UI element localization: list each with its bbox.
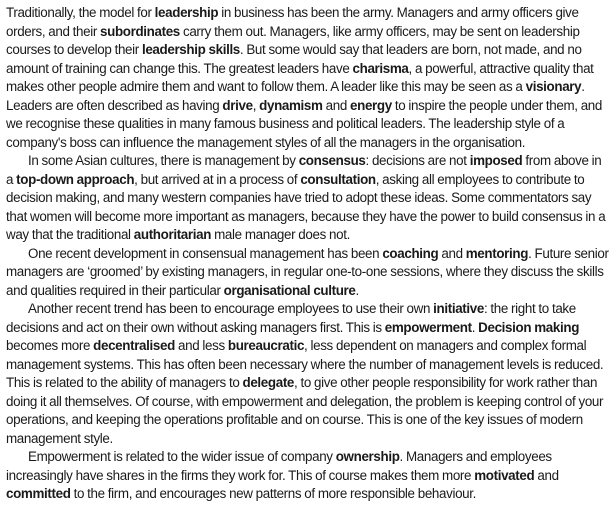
body-text: , a powerful, attractive quality that makes other people admire them and want to follow them. A leader like this may be seen as a bbox=[6, 60, 594, 94]
key-term: decentralised bbox=[93, 338, 175, 353]
body-text: . Future senior managers are ‘groomed’ by existing managers, in regular one-to-one sessions, where they discuss the skills and qualities required in their particular bbox=[6, 245, 609, 298]
key-term: authoritarian bbox=[133, 227, 212, 242]
body-text: and bbox=[438, 245, 466, 261]
key-term: coaching bbox=[382, 245, 439, 261]
body-text: carry them out. Managers, like army officers, may be sent on leadership courses to develop their bbox=[6, 23, 580, 57]
body-text: Empowerment is related to the wider issue of company bbox=[28, 449, 336, 464]
key-term: motivated bbox=[474, 467, 535, 483]
body-text: . bbox=[471, 319, 479, 335]
key-term: bureaucratic bbox=[227, 338, 305, 353]
key-term: subordinates bbox=[100, 23, 180, 39]
key-term: leadership bbox=[154, 5, 219, 20]
key-term: delegate bbox=[242, 375, 295, 390]
body-text: male manager does not. bbox=[211, 227, 350, 242]
body-text: Traditionally, the model for bbox=[6, 5, 155, 20]
body-text: in business has been the army. Managers and army officers give orders, and their bbox=[6, 5, 579, 39]
body-text: from above in a bbox=[6, 153, 602, 187]
key-term: ownership bbox=[335, 449, 400, 464]
body-text: , asking all employees to contribute to decision making, and many western companies have tried to adopt these ideas. Some commentators say that women will become more important as managers, because they have the power to build consensus in a way that the traditional bbox=[6, 171, 606, 242]
body-text: . Leaders are often described as having bbox=[6, 79, 585, 113]
body-text: Another recent trend has been to encourage employees to use their own bbox=[28, 301, 434, 316]
body-text: , to give other people responsibility for work rather than doing it all themselves. Of course, with empowerment and delegation, the problem is keeping control of your operations, and keeping the operations profitable and on course. This is one of the key issues of modern management style. bbox=[6, 375, 604, 446]
body-text: to inspire the people under them, and we recognise these qualities in many famous business and political leaders. The leadership style of a company's boss can influence the management styles of all the managers in the organisation. bbox=[6, 97, 602, 150]
paragraph-leadership bbox=[6, 4, 609, 152]
body-text: and less bbox=[174, 338, 228, 353]
key-term: committed bbox=[6, 486, 71, 501]
body-text: to the firm, and encourages new patterns of more responsible behaviour. bbox=[70, 486, 477, 501]
key-term: consensus bbox=[298, 153, 366, 168]
body-text: . But some would say that leaders are born, not made, and no amount of training can change this. The greatest leaders have bbox=[6, 42, 582, 76]
key-term: drive bbox=[222, 97, 253, 113]
body-text: One recent development in consensual management has been bbox=[28, 245, 383, 261]
body-text: , bbox=[252, 97, 260, 113]
body-text: . Managers and employees increasingly have shares in the firms they work for. This of course makes them more bbox=[6, 449, 552, 483]
key-term: organisational culture bbox=[223, 282, 356, 298]
key-term: Decision making bbox=[478, 319, 580, 335]
body-text: , but arrived at in a process of bbox=[134, 171, 301, 187]
key-term: initiative bbox=[433, 301, 484, 316]
key-term: visionary bbox=[525, 79, 582, 94]
key-term: leadership skills bbox=[141, 42, 240, 57]
key-term: top-down approach bbox=[16, 171, 135, 187]
key-term: charisma bbox=[352, 60, 409, 76]
paragraph-empowerment bbox=[6, 300, 609, 448]
key-term: dynamism bbox=[259, 97, 323, 113]
paragraph-ownership bbox=[6, 448, 609, 504]
body-text: , less dependent on managers and complex formal management systems. This has often been necessary where the number of management levels is reduced. This is related to the ability of managers to bbox=[6, 338, 604, 390]
body-text: : decisions are not bbox=[365, 153, 470, 168]
key-term: mentoring bbox=[465, 245, 529, 261]
key-term: consultation bbox=[300, 171, 376, 187]
body-text: and bbox=[534, 467, 559, 483]
body-text: In some Asian cultures, there is management by bbox=[28, 153, 299, 168]
key-term: imposed bbox=[469, 153, 523, 168]
paragraph-consensus bbox=[6, 152, 609, 245]
body-text: and bbox=[322, 97, 351, 113]
paragraph-coaching bbox=[6, 245, 609, 301]
body-text: . bbox=[355, 282, 359, 298]
key-term: energy bbox=[350, 97, 392, 113]
body-text: becomes more bbox=[6, 338, 94, 353]
key-term: empowerment bbox=[384, 319, 472, 335]
body-text: : the right to take decisions and act on their own without asking managers first. This is bbox=[6, 301, 576, 335]
